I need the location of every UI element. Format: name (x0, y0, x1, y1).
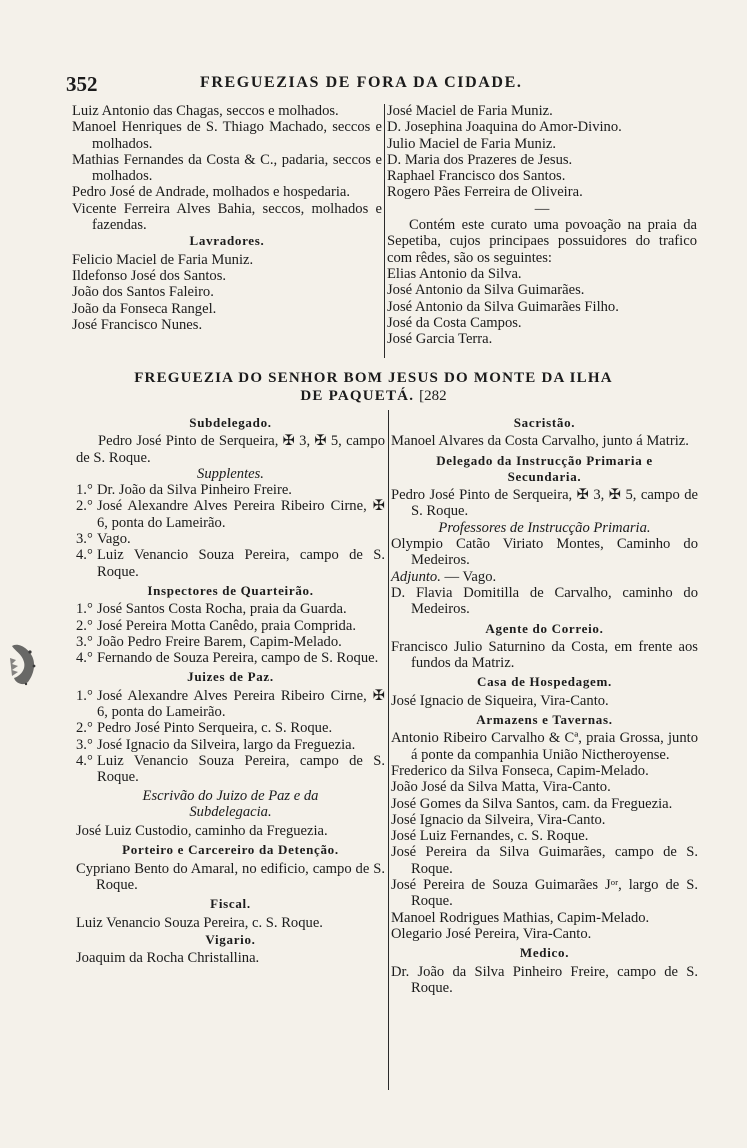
column-divider-main (388, 410, 389, 1090)
item-number: 2.° (76, 498, 93, 515)
supplente-item (76, 482, 385, 498)
lavrador-name: João da Fonseca Rangel. (72, 300, 217, 317)
adjunto-text: — Vago. (444, 568, 497, 585)
page-number: 352 (66, 72, 98, 96)
adjunto-label: Adjunto. (391, 568, 441, 585)
parish-title-line2 (0, 388, 747, 405)
merchant-entry: Manoel Henriques de S. Thiago Machado, seccos e molhados. (72, 119, 382, 152)
item-text: José Santos Costa Rocha, praia da Guarda. (97, 601, 347, 618)
professor-text: Olympio Catão Viriato Montes, Caminho do Medeiros. (391, 536, 698, 569)
inspector-item (76, 601, 385, 617)
curato-description: Contém este curato uma povoação na praia da Sepetiba, cujos principaes possuidores do trafico com rêdes, são os seguintes: (387, 217, 697, 266)
fisherman-name: José da Costa Campos. (387, 314, 522, 331)
right-column (391, 412, 698, 996)
porteiro-text: Cypriano Bento do Amaral, no edificio, campo de S. Roque. (76, 860, 385, 894)
left-column (76, 412, 385, 967)
parish-title-line1: FREGUEZIA DO SENHOR BOM JESUS DO MONTE DA ILHA (134, 370, 613, 386)
hospedagem-heading: Casa de Hospedagem. (477, 674, 612, 690)
item-text: Luiz Venancio Souza Pereira, campo de S. Roque. (97, 752, 385, 786)
merchant-entry: Pedro José de Andrade, molhados e hospedaria. (72, 184, 351, 201)
sacristao-text: Manoel Alvares da Costa Carvalho, junto á Matriz. (391, 433, 689, 450)
adjunto-line (391, 569, 698, 585)
margin-ink-mark-icon (6, 638, 40, 690)
medico-text: Dr. João da Silva Pinheiro Freire, campo de S. Roque. (391, 963, 698, 996)
escrivao-heading-line1: Escrivão do Juizo de Paz e da (142, 787, 319, 804)
correio-text: Francisco Julio Saturnino da Costa, em frente aos fundos da Matriz. (391, 638, 698, 672)
item-text: João Pedro Freire Barem, Capim-Melado. (97, 633, 342, 650)
juiz-item (76, 753, 385, 786)
resident-name: José Maciel de Faria Muniz. (387, 103, 553, 119)
supplentes-heading: Supplentes. (197, 465, 264, 482)
parish-title-name: DE PAQUETÁ. (300, 388, 415, 404)
top-left-column (72, 103, 382, 333)
adjunta-text: D. Flavia Domitilla de Carvalho, caminho do Medeiros. (391, 584, 698, 618)
item-text: Luiz Venancio Souza Pereira, campo de S. Roque. (97, 547, 385, 580)
top-right-column (387, 103, 697, 347)
supplente-item (76, 547, 385, 580)
item-text: José Pereira Motta Canêdo, praia Comprida. (97, 617, 356, 634)
vigario-heading: Vigario. (205, 931, 256, 947)
armazem-entry: Manoel Rodrigues Mathias, Capim-Melado. (391, 909, 650, 926)
armazem-entry: Frederico da Silva Fonseca, Capim-Melado. (391, 762, 649, 779)
inspector-item (76, 634, 385, 650)
armazem-entry: José Pereira de Souza Guimarães Jᵒʳ, largo de S. Roque. (391, 877, 698, 910)
armazem-entry: João José da Silva Matta, Vira-Canto. (391, 779, 611, 796)
inspector-item (76, 618, 385, 634)
juiz-item (76, 688, 385, 721)
item-number: 3.° (76, 633, 93, 650)
armazens-heading: Armazens e Tavernas. (476, 712, 613, 728)
supplente-item (76, 531, 385, 547)
item-text: Fernando de Souza Pereira, campo de S. Roque. (97, 650, 379, 667)
delegado-heading-line2: Secundaria. (507, 468, 582, 484)
armazem-entry: Antonio Ribeiro Carvalho & Cª, praia Grossa, junto á ponte da companhia União Nictheroyense. (391, 730, 698, 763)
delegado-heading-line1: Delegado da Instrucção Primaria e (436, 452, 653, 468)
fisherman-name: José Garcia Terra. (387, 331, 493, 348)
item-text: Dr. João da Silva Pinheiro Freire. (97, 482, 292, 499)
item-number: 1.° (76, 482, 93, 499)
escrivao-text: José Luiz Custodio, caminho da Freguezia. (76, 823, 328, 840)
armazem-entry: Olegario José Pereira, Vira-Canto. (391, 925, 592, 942)
item-text: Pedro José Pinto Serqueira, c. S. Roque. (97, 720, 333, 737)
professores-heading: Professores de Instrucção Primaria. (438, 519, 651, 536)
fiscal-heading: Fiscal. (210, 896, 251, 912)
item-number: 1.° (76, 601, 93, 618)
merchant-entry: Luiz Antonio das Chagas, seccos e molhados. (72, 103, 339, 119)
item-number: 3.° (76, 531, 93, 548)
supplente-item (76, 498, 385, 531)
item-number: 1.° (76, 687, 93, 704)
lavrador-name: João dos Santos Faleiro. (72, 284, 214, 301)
escrivao-heading-line2: Subdelegacia. (189, 803, 272, 820)
vigario-text: Joaquim da Rocha Christallina. (76, 950, 260, 967)
resident-name: D. Maria dos Prazeres de Jesus. (387, 151, 573, 168)
juiz-item (76, 720, 385, 736)
item-number: 3.° (76, 736, 93, 753)
subdelegado-heading: Subdelegado. (189, 415, 272, 430)
hospedagem-text: José Ignacio de Siqueira, Vira-Canto. (391, 692, 609, 709)
item-number: 2.° (76, 617, 93, 634)
correio-heading: Agente do Correio. (485, 620, 604, 636)
armazem-entry: José Pereira da Silva Guimarães, campo de S. Roque. (391, 844, 698, 877)
item-text: José Alexandre Alves Pereira Ribeiro Cirne, ✠ 6, ponta do Lameirão. (97, 687, 385, 721)
column-divider-top (384, 104, 385, 358)
parish-title-ref: [282 (419, 388, 447, 404)
fiscal-text: Luiz Venancio Souza Pereira, c. S. Roque. (76, 914, 323, 931)
fisherman-name: Elias Antonio da Silva. (387, 265, 522, 282)
porteiro-heading: Porteiro e Carcereiro da Detenção. (122, 842, 339, 858)
juizes-heading: Juizes de Paz. (187, 669, 274, 685)
armazem-entry: José Luiz Fernandes, c. S. Roque. (391, 828, 589, 845)
item-text: José Alexandre Alves Pereira Ribeiro Cirne, ✠ 6, ponta do Lameirão. (97, 498, 385, 531)
item-number: 4.° (76, 650, 93, 667)
armazem-entry: José Ignacio da Silveira, Vira-Canto. (391, 811, 606, 828)
item-text: Vago. (97, 531, 131, 548)
armazem-entry: José Gomes da Silva Santos, cam. da Freguezia. (391, 795, 673, 812)
merchant-entry: Vicente Ferreira Alves Bahia, seccos, molhados e fazendas. (72, 200, 382, 234)
resident-name: D. Josephina Joaquina do Amor-Divino. (387, 119, 622, 136)
inspector-item (76, 650, 385, 666)
item-number: 4.° (76, 752, 93, 769)
inspectores-heading: Inspectores de Quarteirão. (147, 582, 314, 598)
running-title: FREGUEZIAS DE FORA DA CIDADE. (200, 74, 523, 91)
resident-name: Raphael Francisco dos Santos. (387, 168, 566, 185)
lavrador-name: Ildefonso José dos Santos. (72, 267, 227, 284)
fisherman-name: José Antonio da Silva Guimarães Filho. (387, 298, 619, 315)
lavradores-heading: Lavradores. (189, 233, 265, 249)
merchant-entry: Mathias Fernandes da Costa & C., padaria, seccos e molhados. (72, 151, 382, 185)
juiz-item (76, 737, 385, 753)
resident-name: Rogero Pães Ferreira de Oliveira. (387, 184, 583, 201)
medico-heading: Medico. (519, 945, 570, 961)
sacristao-heading: Sacristão. (513, 415, 576, 430)
resident-name: Julio Maciel de Faria Muniz. (387, 135, 557, 152)
delegado-text: Pedro José Pinto de Serqueira, ✠ 3, ✠ 5, campo de S. Roque. (391, 487, 698, 520)
item-number: 4.° (76, 547, 93, 564)
lavrador-name: José Francisco Nunes. (72, 316, 203, 333)
item-number: 2.° (76, 720, 93, 737)
lavrador-name: Felicio Maciel de Faria Muniz. (72, 251, 254, 268)
item-text: José Ignacio da Silveira, largo da Freguezia. (97, 736, 356, 753)
separator-dash: — (534, 200, 550, 217)
subdelegado-text: Pedro José Pinto de Serqueira, ✠ 3, ✠ 5, campo de S. Roque. (76, 433, 385, 466)
fisherman-name: José Antonio da Silva Guimarães. (387, 282, 585, 299)
